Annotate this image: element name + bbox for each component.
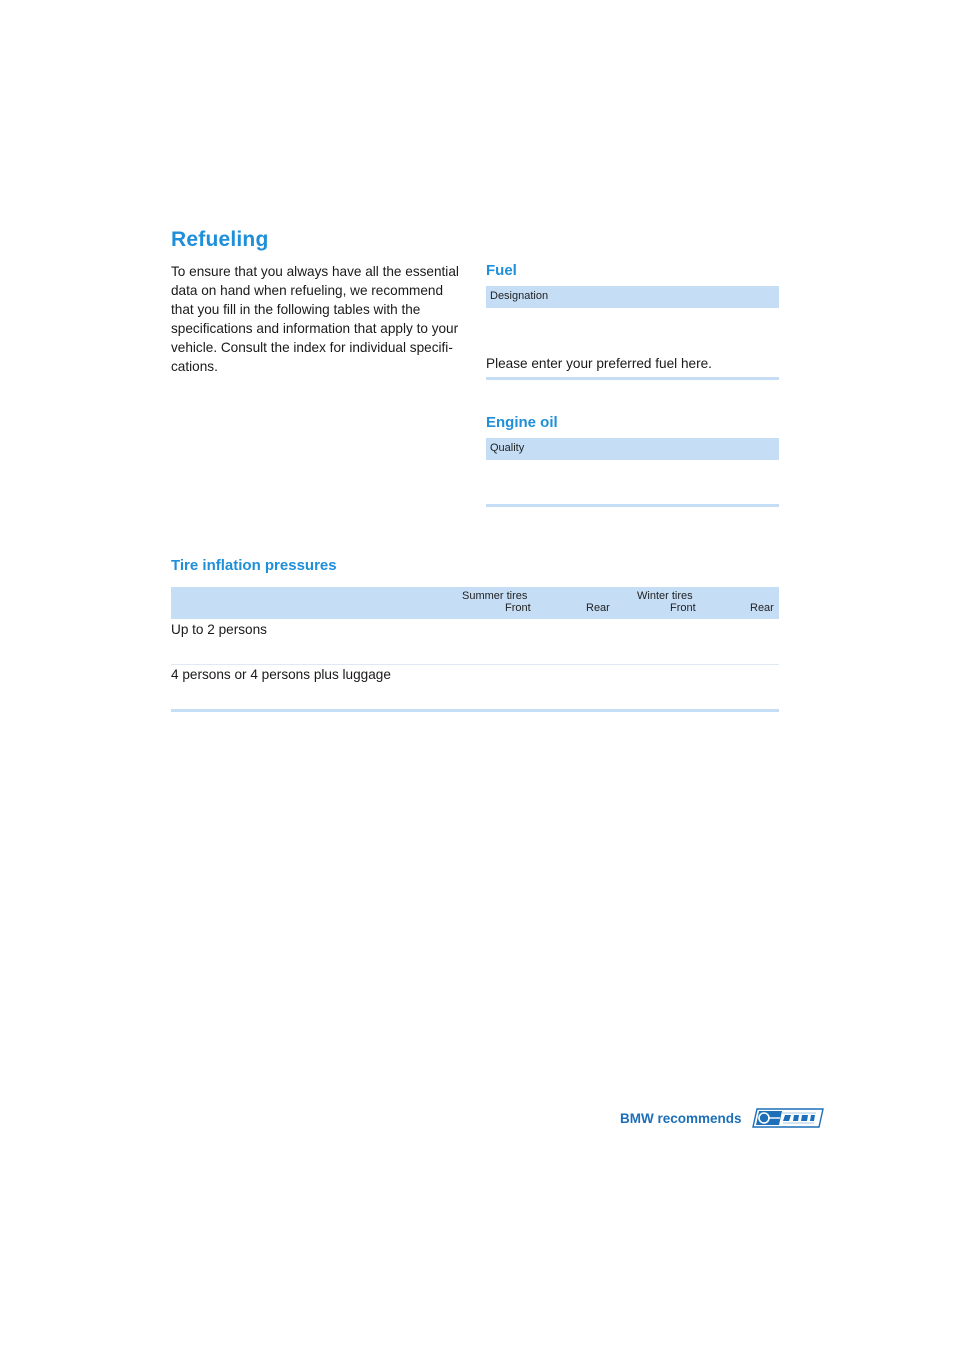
fuel-heading: Fuel <box>486 262 517 279</box>
bmw-recommends-text: BMW recommends <box>620 1111 742 1126</box>
intro-paragraph: To ensure that you always have all the essential data on hand when refueling, we recommend that you fill in the following tables with the specifications and information that apply to your vehicle. Consult the index for individual specifications. <box>171 264 459 374</box>
page-title: Refueling <box>171 228 269 251</box>
summer-front-header: Front <box>505 602 531 614</box>
summer-tires-header: Summer tires <box>462 590 528 602</box>
table-row-label: 4 persons or 4 persons plus luggage <box>171 667 391 682</box>
tire-pressures-header-bar <box>171 587 779 619</box>
winter-tires-header: Winter tires <box>637 590 693 602</box>
tire-pressures-heading: Tire inflation pressures <box>171 557 337 574</box>
summer-rear-header: Rear <box>586 602 610 614</box>
engine-oil-table-rule <box>486 504 779 507</box>
castrol-logo-icon <box>752 1108 824 1128</box>
engine-oil-column-header: Quality <box>486 438 779 460</box>
tire-table-rule <box>171 709 779 712</box>
fuel-note: Please enter your preferred fuel here. <box>486 356 712 371</box>
table-row-label: Up to 2 persons <box>171 622 267 637</box>
engine-oil-heading: Engine oil <box>486 414 558 431</box>
winter-rear-header: Rear <box>750 602 774 614</box>
fuel-table-rule <box>486 377 779 380</box>
table-row-divider <box>171 664 779 665</box>
winter-front-header: Front <box>670 602 696 614</box>
fuel-column-header: Designation <box>486 286 779 308</box>
